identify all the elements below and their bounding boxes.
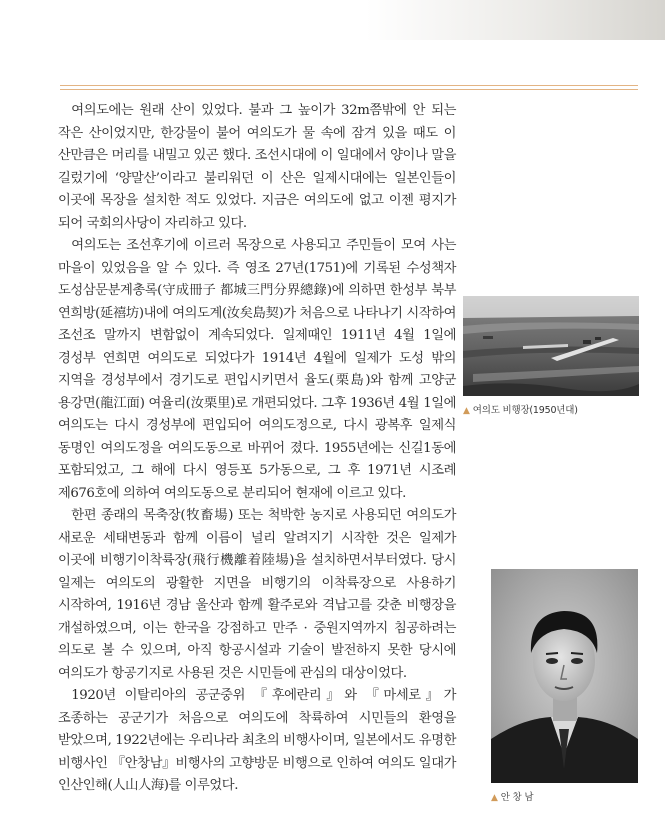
caption-triangle-icon: ▲ (491, 793, 498, 803)
caption-triangle-icon: ▲ (463, 406, 470, 416)
paragraph-4: 1920년 이탈리아의 공군중위 『후에란리』와 『마세로』가 조종하는 공군기가 처음으로 여의도에 착륙하여 시민들의 환영을 받았으며, 1922년에는 우리나라 최초의 비행사이며, 일본에서도 유명한 비행사인 『안창남』비행사의 고향방문 비행으로 인하여 여의도 일대가 인산인해(人山人海)를 이루었다. (58, 688, 456, 793)
article-body (58, 100, 456, 798)
airfield-caption (463, 402, 578, 416)
portrait-photo (491, 569, 638, 783)
paragraph-3: 한편 종래의 목축장(牧畜場) 또는 척박한 농지로 사용되던 여의도가 새로운 세태변동과 함께 이름이 널리 알려지기 시작한 것은 일제가 이곳에 비행기이착륙장(飛行機離着陸場)을 설치하면서부터였다. 당시 일제는 여의도의 광활한 지면을 비행기의 이착륙장으로 사용하기 시작하여, 1916년 경남 울산과 함께 활주로와 격납고를 갖춘 비행장을 개설하였으며, 이는 한국을 강점하고 만주 · 중원지역까지 침공하려는 의도로 볼 수 있으며, 아직 항공시설과 기술이 발전하지 못한 당시에 여의도가 항공기지로 사용된 것은 시민들에 관심의 대상이었다. (58, 508, 456, 681)
airfield-photo (463, 296, 639, 396)
header-rule-bottom (60, 89, 638, 90)
portrait-caption-text: 안 창 남 (500, 792, 534, 803)
portrait-caption (491, 789, 533, 803)
top-gradient-band (0, 0, 665, 40)
header-rule-top (60, 85, 638, 86)
paragraph-2: 여의도는 조선후기에 이르러 목장으로 사용되고 주민들이 모여 사는 마을이 있었음을 알 수 있다. 즉 영조 27년(1751)에 기록된 수성책자 도성삼문분계총록(守成冊子 都城三門分界總錄)에 의하면 한성부 북부 연희방(延禧坊)내에 여의도계(汝矣島契)가 처음으로 나타나기 시작하여 조선조 말까지 변함없이 계속되었다. 일제때인 1911년 4월 1일에 경성부 연희면 여의도로 되었다가 1914년 4월에 일제가 도성 밖의 지역을 경성부에서 경기도로 편입시키면서 율도(栗島)와 함께 고양군 용강면(龍江面) 여율리(汝栗里)로 개편되었다. 그후 1936년 4월 1일에 여의도는 다시 경성부에 편입되어 여의도정으로, 다시 광복후 일제식 동명인 여의도정을 여의도동으로 바뀌어 졌다. 1955년에는 신길1동에 포함되었고, 그 해에 다시 영등포 5가동으로, 그 후 1971년 시조례 제676호에 의하여 여의도동으로 분리되어 현재에 이르고 있다. (58, 238, 456, 501)
paragraph-1: 여의도에는 원래 산이 있었다. 불과 그 높이가 32m쯤밖에 안 되는 작은 산이었지만, 한강물이 불어 여의도가 물 속에 잠겨 있을 때도 이 산만큼은 머리를 내밀고 있곤 했다. 조선시대에 이 일대에서 양이나 말을 길렀기에 ‘양말산’이라고 불리워던 이 산은 일제시대에는 일본인들이 이곳에 목장을 설치한 적도 있었다. 지금은 여의도에 없고 이젠 평지가 되어 국회의사당이 자리하고 있다. (58, 103, 456, 231)
airfield-caption-text: 여의도 비행장(1950년대) (472, 405, 578, 416)
